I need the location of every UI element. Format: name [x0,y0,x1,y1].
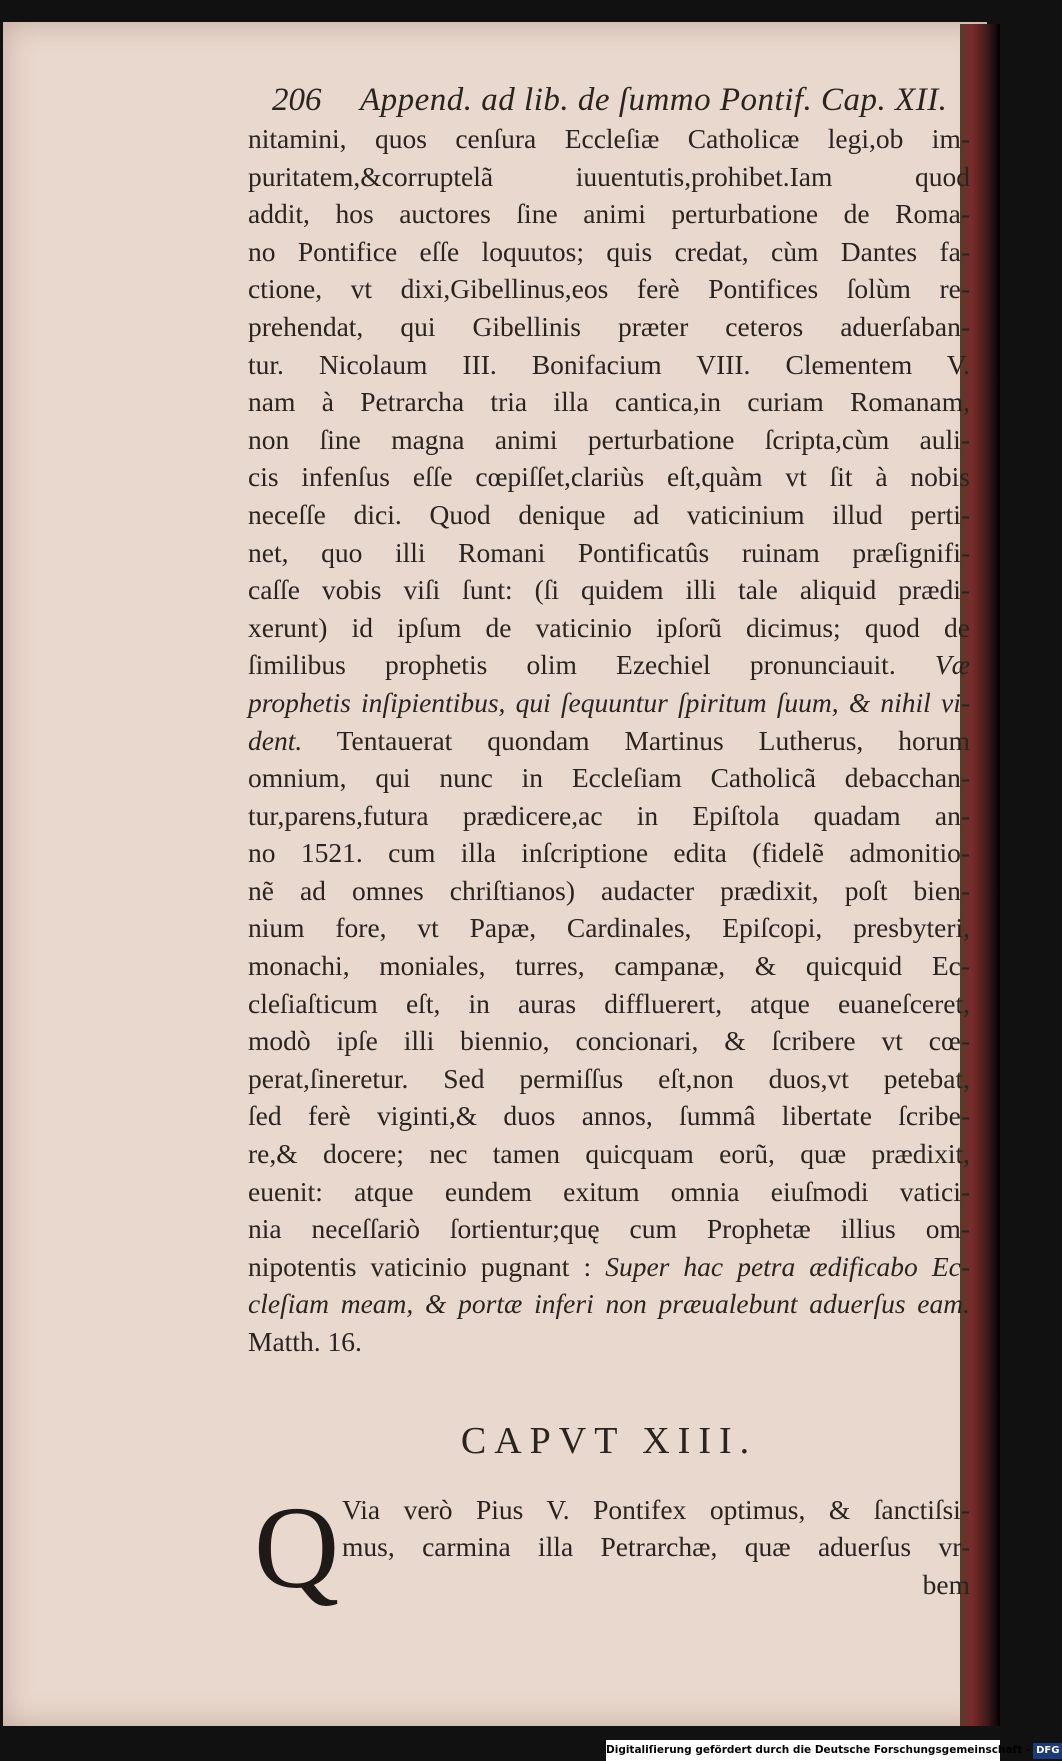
quote-italic: cleſiam meam, & portæ inferi non præualebunt aduerſus eam. [248,1288,970,1320]
text-line: no Pontifice eſſe loquutos; quis credat, cùm Dantes fa- [248,235,970,267]
text-line: no 1521. cum illa inſcriptione edita (fidelẽ admonitio- [248,837,970,869]
quote-italic: Væ [934,649,970,681]
text-line: perat,ſineretur. Sed permiſſus eſt,non duos,vt petebat, [248,1062,970,1094]
text-line: addit, hos auctores ſine animi perturbatione de Roma- [248,198,970,230]
quote-italic: Super hac petra ædificabo Ec- [605,1250,971,1282]
text-line-italic [248,684,970,722]
text-line: cleſiaſticum eſt, in auras diffluerert, atque euaneſceret, [248,987,970,1019]
text-line: caſſe vobis viſi ſunt: (ſi quidem illi tale aliquid prædi- [248,574,970,606]
text-line: nia neceſſariò ſortientur;quę cum Prophetæ illius om- [248,1213,970,1245]
text-line: ctione, vt dixi,Gibellinus,eos ferè Pontifices ſolùm re- [248,273,970,305]
text-line: modò ipſe illi biennio, concionari, & ſcribere vt cœ- [248,1025,970,1057]
quote-italic: prophetis inſipientibus, qui ſequuntur ſpiritum ſuum, & nihil vi- [248,686,970,718]
chapter-opening [248,1481,970,1613]
text-line [248,722,970,760]
text-line: Via verò Pius V. Pontifex optimus, & ſanctiſsi- [342,1493,970,1525]
running-head [248,80,970,120]
credit-text: Digitaliſierung gefördert durch die Deutsche Forschungsgemeinschaft - [606,1744,1031,1756]
paragraph-main [248,120,970,1361]
text-line: nẽ ad omnes chriſtianos) audacter prædixit, poſt bien- [248,874,970,906]
text-line [248,646,970,684]
page-text-block [248,80,971,1613]
text-line-italic [248,1285,970,1323]
text-line: tur. Nicolaum III. Bonifacium VIII. Clementem V. [248,348,970,380]
dfg-logo: DFG [1033,1743,1062,1759]
text-line: tur,parens,futura prædicere,ac in Epiſtola quadam an- [248,799,970,831]
text-line: re,& docere; nec tamen quicquam eorũ, quæ prædixit, [248,1138,970,1170]
text-line: net, quo illi Romani Pontificatûs ruinam præſignifi- [248,536,970,568]
text-line: mus, carmina illa Petrarchæ, quæ aduerſus vr- [342,1531,970,1563]
text-line: neceſſe dici. Quod denique ad vaticinium illud perti- [248,498,970,530]
running-title: Append. ad lib. de ſummo Pontif. Cap. XII. [360,82,948,118]
digitization-credit [606,1740,1060,1761]
text-line: monachi, moniales, turres, campanæ, & quicquid Ec- [248,950,970,982]
text-line: ſed ferè viginti,& duos annos, ſummâ libertate ſcribe- [248,1100,970,1132]
scripture-reference: Matth. 16. [248,1326,362,1357]
text-line: euenit: atque eundem exitum omnia eiuſmodi vatici- [248,1175,970,1207]
text-segment: Tentauerat quondam Martinus Lutherus, horum [336,724,970,756]
text-segment: nipotentis vaticinio pugnant : [248,1250,592,1282]
text-line: cis infenſus eſſe cœpiſſet,clariùs eſt,quàm vt ſit à nobis [248,461,970,493]
text-line: nitamini, quos cenſura Eccleſiæ Catholicæ legi,ob im- [248,123,970,154]
text-line: non ſine magna animi perturbatione ſcripta,cùm auli- [248,423,970,455]
text-line: puritatem,&corruptelã iuuentutis,prohibet.Iam quod [248,160,970,192]
text-line: nam à Petrarcha tria illa cantica,in curiam Romanam, [248,386,970,418]
quote-italic: dent. [248,724,303,756]
catchword: bem [922,1568,970,1600]
text-line: prehendat, qui Gibellinis præter ceteros aduerſaban- [248,310,970,342]
text-line: omnium, qui nunc in Eccleſiam Catholicã debacchan- [248,762,970,794]
text-line: nium fore, vt Papæ, Cardinales, Epiſcopi, presbyteri, [248,912,970,944]
chapter-heading: CAPVT XIII. [460,1419,758,1462]
text-line: xerunt) id ipſum de vaticinio ipſorũ dicimus; quod de [248,611,970,643]
page-number: 206 [272,82,322,118]
drop-cap-initial: Q [254,1481,340,1613]
text-line [248,1248,970,1286]
text-segment: ſimilibus prophetis olim Ezechiel pronunciauit. [248,649,896,681]
